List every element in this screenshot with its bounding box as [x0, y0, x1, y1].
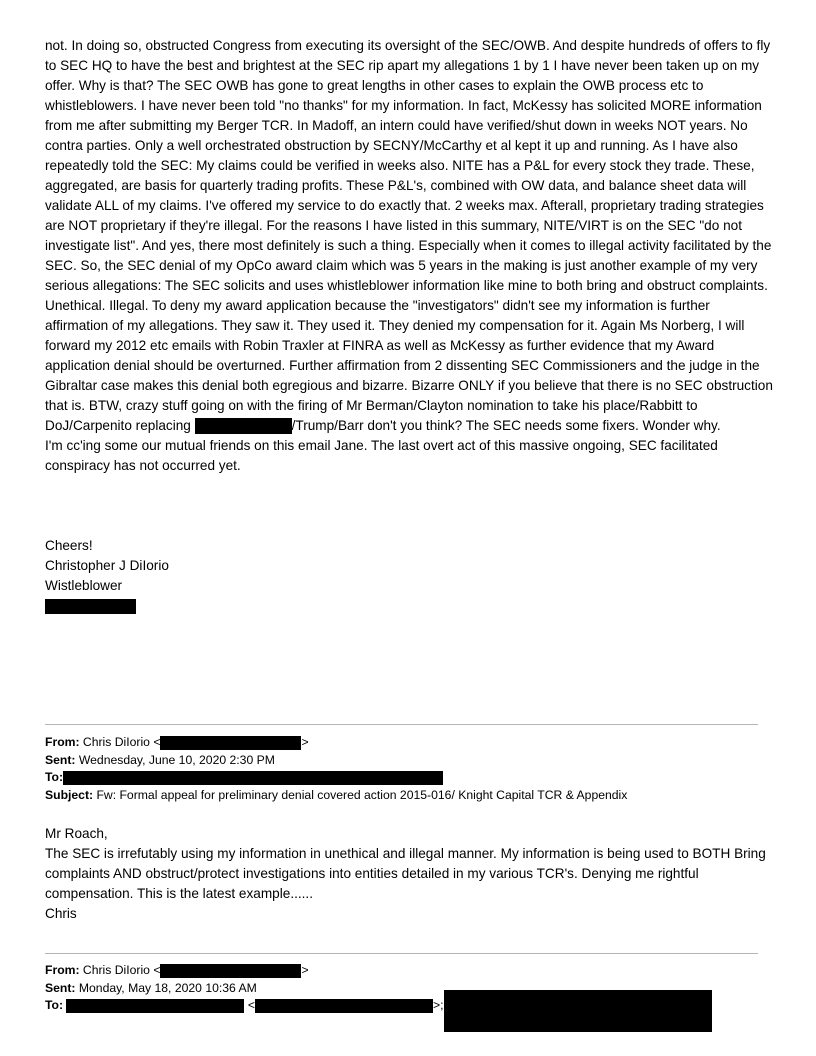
- body-paragraph-text: not. In doing so, obstructed Congress from executing its oversight of the SEC/OWB. And despite hundreds of offers to fly to SEC HQ to have the best and brightest at the SEC rip apart my allegations 1 by 1 I have never been taken up on my offer. Why is that? The SEC OWB has gone to great lengths in other cases to explain the OWB process etc to whistleblowers. I have never been told "no thanks" for my information. In fact, McKessy has solicited MORE information from me after submitting my Berger TCR. In Madoff, an intern could have verified/shut down in weeks NOT years. No contra parties. Only a well orchestrated obstruction by SECNY/McCarthy et al kept it up and running. As I have also repeatedly told the SEC: My claims could be verified in weeks also. NITE has a P&L for every stock they trade. These, aggregated, are basis for quarterly trading profits. These P&L's, combined with OW data, and balance sheet data will validate ALL of my claims. I've offered my service to do exactly that. 2 weeks max. Afterall, proprietary trading strategies are NOT proprietary if they're illegal. For the reasons I have listed in this summary, NITE/VIRT is on the SEC "do not investigate list". And yes, there most definitely is such a thing. Especially when it comes to illegal activity facilitated by the SEC. So, the SEC denial of my OpCo award claim which was 5 years in the making is just another example of my very serious allegations: The SEC solicits and uses whistleblower information like mine to both bring and obstruct complaints. Unethical. Illegal. To deny my award application because the "investigators" didn't see my information is further affirmation of my allegations. They saw it. They used it. They denied my compensation for it. Again Ms Norberg, I will forward my 2012 etc emails with Robin Traxler at FINRA as well as McKessy as further evidence that my Award application denial should be overturned. Further affirmation from 2 dissenting SEC Commissioners and the judge in the Gibraltar case makes this denial both egregious and bizarre. Bizarre ONLY if you believe that there is no SEC obstruction that is. BTW, crazy stuff going on with the firing of Mr Berman/Clayton nomination to take his place/Rabbitt to DoJ/Carpenito replacing: [45, 38, 773, 433]
- email1-from-label: From:: [45, 735, 80, 749]
- email1-to-label: To:: [45, 770, 64, 784]
- body-paragraph-tail: /Trump/Barr don't you think? The SEC needs some fixers. Wonder why.: [291, 418, 721, 433]
- email1-body: The SEC is irrefutably using my information in unethical and illegal manner. My information is being used to BOTH Bring complaints AND obstruct/protect investigations into entities detailed in my various TCR's. Denying me rightful compensation. This is the latest example......: [45, 846, 766, 901]
- signoff-title: Wistleblower: [45, 578, 123, 593]
- signoff-redaction-line: [45, 596, 775, 616]
- email1-subject-label: Subject:: [45, 787, 94, 802]
- cc-line: I'm cc'ing some our mutual friends on this email Jane. The last overt act of this massive ongoing, SEC facilitated conspiracy has not occurred yet.: [45, 438, 718, 473]
- email2-from-row: [45, 962, 775, 980]
- email2-to-close: >;: [432, 998, 444, 1012]
- email1-from-value: Chris DiIorio <: [82, 735, 161, 749]
- email2-from-label: From:: [45, 963, 80, 977]
- redaction-block-large: [444, 990, 712, 1032]
- email2-to-label: To:: [45, 998, 64, 1012]
- email1-to-row: [45, 769, 775, 787]
- redaction-block: [160, 736, 301, 750]
- signoff-closing: Cheers!: [45, 538, 93, 553]
- main-message-body: [45, 36, 775, 476]
- redaction-block: [66, 999, 244, 1013]
- email2-from-close: >: [301, 963, 309, 977]
- email1-from-close: >: [301, 735, 309, 749]
- body-paragraph: [45, 36, 775, 436]
- redaction-block: [63, 771, 443, 785]
- email1-header: [45, 734, 775, 804]
- email1-sent-value: Wednesday, June 10, 2020 2:30 PM: [78, 752, 275, 767]
- email2-to-mid: <: [247, 998, 255, 1012]
- email1-greeting: Mr Roach,: [45, 826, 108, 841]
- email2-from-value: Chris DiIorio <: [82, 963, 161, 977]
- redaction-block: [45, 599, 136, 614]
- email2-sent-label: Sent:: [45, 980, 76, 995]
- email1-sent-row: [45, 752, 775, 770]
- email1-signature: Chris: [45, 906, 77, 921]
- signoff-block: [45, 536, 775, 616]
- email1-subject-value: Fw: Formal appeal for preliminary denial covered action 2015-016/ Knight Capital TCR & Appendix: [96, 787, 628, 802]
- signoff-name: Christopher J DiIorio: [45, 558, 169, 573]
- redaction-block: [195, 418, 292, 434]
- email1-from-row: [45, 734, 775, 752]
- email1-body-block: [45, 824, 775, 924]
- email-separator: [45, 953, 758, 954]
- email1-subject-row: [45, 787, 775, 805]
- redaction-block: [255, 999, 433, 1013]
- email2-sent-value: Monday, May 18, 2020 10:36 AM: [78, 980, 257, 995]
- email1-sent-label: Sent:: [45, 752, 76, 767]
- redaction-block: [160, 964, 301, 978]
- email-separator: [45, 724, 758, 725]
